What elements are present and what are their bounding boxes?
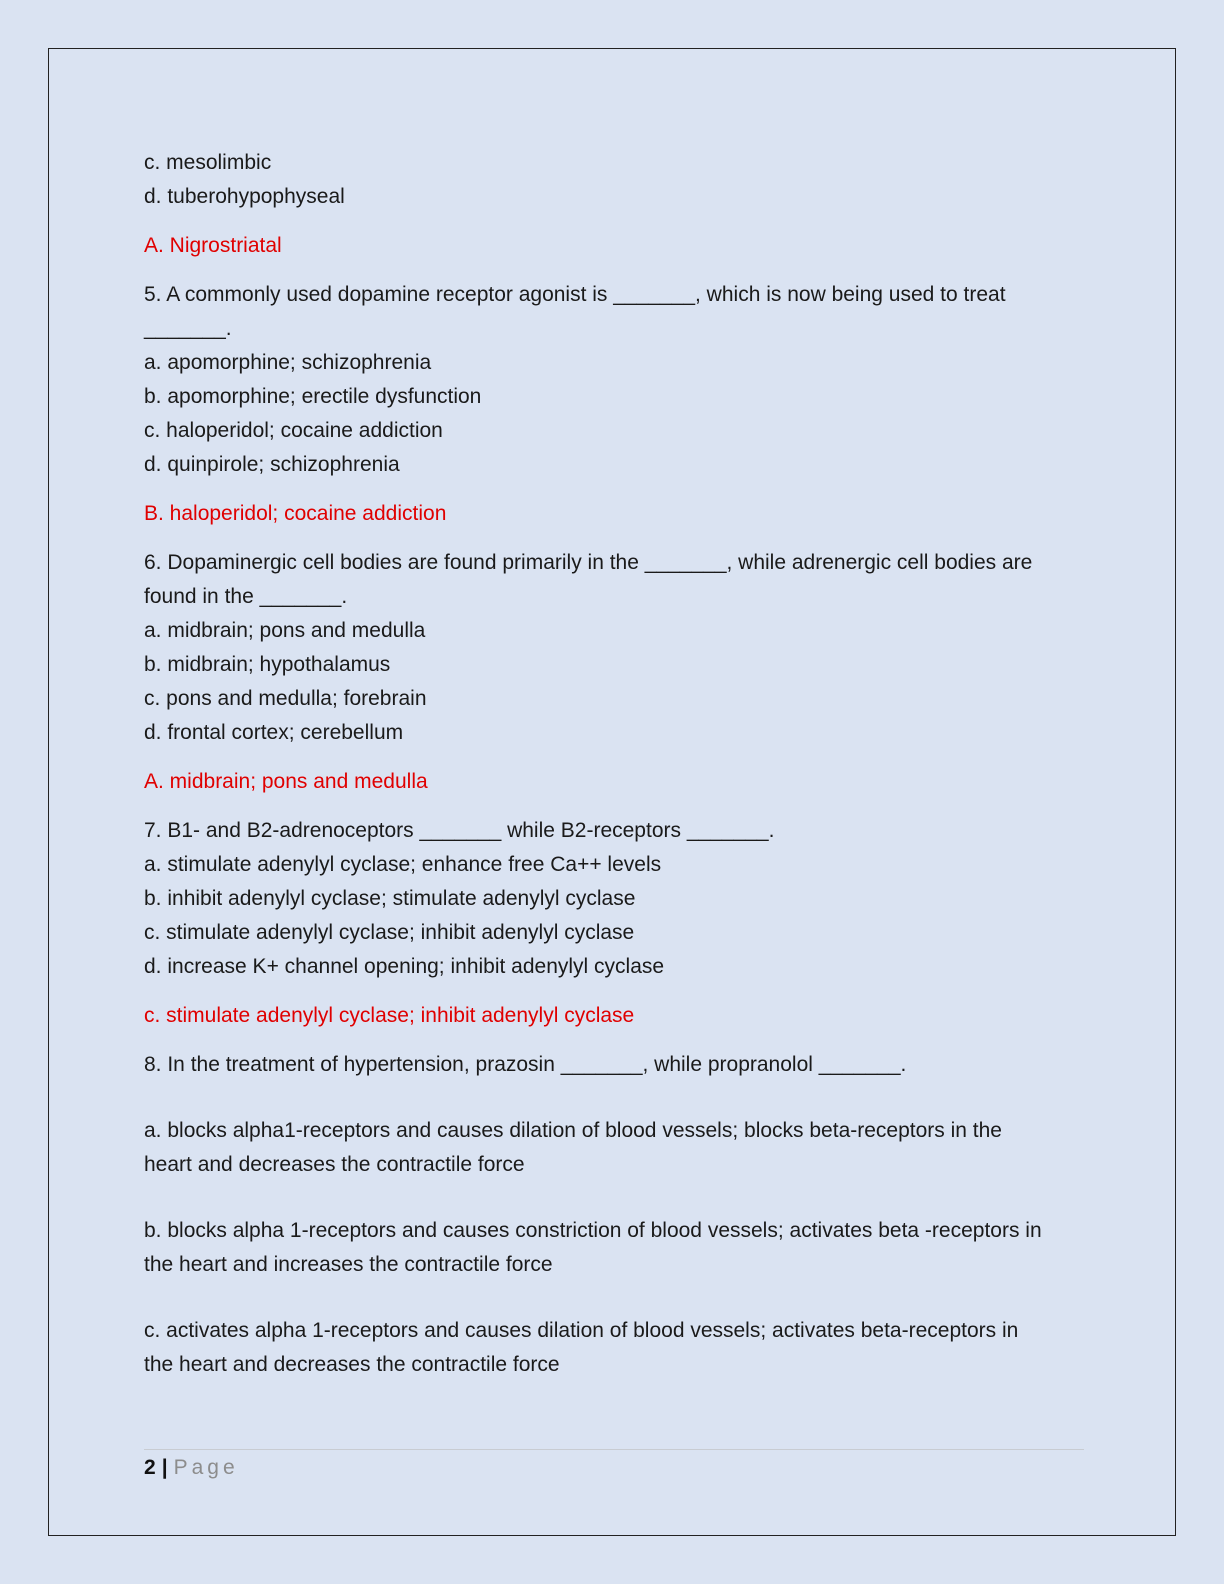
option-b-cont: the heart and increases the contractile force — [144, 1253, 553, 1276]
page-separator: | — [161, 1456, 168, 1479]
option-c: c. activates alpha 1-receptors and causes dilation of blood vessels; activates beta-receptors in — [144, 1319, 1019, 1342]
question-text: 5. A commonly used dopamine receptor agonist is _______, which is now being used to treat — [144, 283, 1006, 306]
answer-q7: c. stimulate adenylyl cyclase; inhibit adenylyl cyclase — [144, 1004, 635, 1027]
question-text: 8. In the treatment of hypertension, prazosin _______, while propranolol _______. — [144, 1053, 907, 1076]
option-a: a. apomorphine; schizophrenia — [144, 351, 432, 374]
option-c: c. mesolimbic — [144, 151, 272, 174]
page-label: Page — [173, 1456, 239, 1479]
option-a: a. stimulate adenylyl cyclase; enhance free Ca++ levels — [144, 853, 662, 876]
option-a-cont: heart and decreases the contractile force — [144, 1153, 525, 1176]
question-5 — [144, 278, 1079, 531]
option-b: b. midbrain; hypothalamus — [144, 653, 391, 676]
option-c-cont: the heart and decreases the contractile force — [144, 1353, 560, 1376]
option-d: d. tuberohypophyseal — [144, 185, 345, 208]
option-c: c. haloperidol; cocaine addiction — [144, 419, 443, 442]
question-text: 7. B1- and B2-adrenoceptors _______ while B2-receptors _______. — [144, 819, 775, 842]
option-a: a. midbrain; pons and medulla — [144, 619, 426, 642]
question-6 — [144, 546, 1079, 799]
answer-q6: A. midbrain; pons and medulla — [144, 770, 428, 793]
document-body — [144, 146, 1079, 1382]
option-c: c. stimulate adenylyl cyclase; inhibit adenylyl cyclase — [144, 921, 635, 944]
option-c: c. pons and medulla; forebrain — [144, 687, 427, 710]
footer-rule — [144, 1449, 1084, 1450]
question-text: found in the _______. — [144, 585, 348, 608]
question-text: 6. Dopaminergic cell bodies are found primarily in the _______, while adrenergic cell bodies are — [144, 551, 1033, 574]
option-a: a. blocks alpha1-receptors and causes dilation of blood vessels; blocks beta-receptors in the — [144, 1119, 1002, 1142]
question-8 — [144, 1048, 1079, 1382]
answer-q5: B. haloperidol; cocaine addiction — [144, 502, 447, 525]
question-7 — [144, 814, 1079, 1033]
option-d: d. frontal cortex; cerebellum — [144, 721, 404, 744]
option-b: b. apomorphine; erectile dysfunction — [144, 385, 482, 408]
question-text: _______. — [144, 317, 232, 340]
option-b: b. blocks alpha 1-receptors and causes constriction of blood vessels; activates beta -receptors in — [144, 1219, 1042, 1242]
option-d: d. increase K+ channel opening; inhibit adenylyl cyclase — [144, 955, 665, 978]
option-d: d. quinpirole; schizophrenia — [144, 453, 400, 476]
page-number: 2 — [144, 1456, 156, 1479]
option-b: b. inhibit adenylyl cyclase; stimulate adenylyl cyclase — [144, 887, 636, 910]
answer-q4: A. Nigrostriatal — [144, 234, 282, 257]
page-footer — [144, 1455, 239, 1481]
